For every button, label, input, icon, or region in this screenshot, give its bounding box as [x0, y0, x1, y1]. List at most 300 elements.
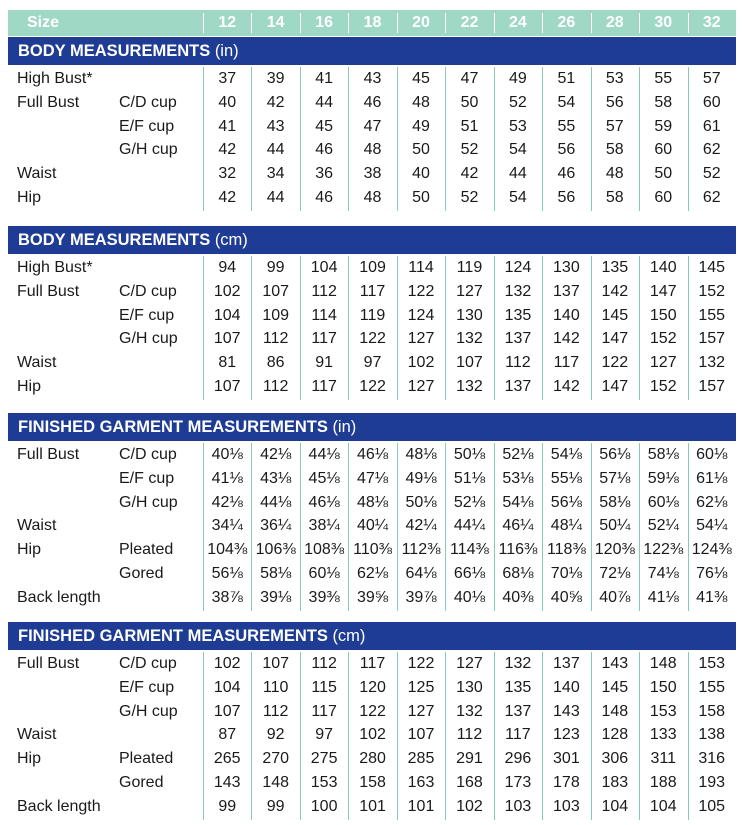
row-label: Full Bust	[17, 282, 80, 300]
measurement-cell: 34	[266, 165, 285, 183]
row-sublabel: G/H cup	[119, 702, 178, 720]
measurement-cell: 135	[504, 306, 532, 324]
measurement-cell: 70⅛	[550, 565, 582, 582]
size-header-divider	[639, 13, 640, 33]
measurement-cell: 275	[310, 750, 338, 768]
size-column-header: 30	[654, 14, 673, 31]
measurement-cell: 140	[649, 259, 677, 276]
measurement-cell: 158	[698, 702, 726, 720]
measurement-cell: 143	[553, 702, 580, 720]
measurement-cell: 291	[456, 750, 483, 768]
measurement-cell: 147	[601, 378, 629, 395]
row-label: Hip	[17, 750, 42, 768]
row-sublabel: E/F cup	[119, 678, 175, 696]
measurement-cell: 66⅛	[453, 565, 486, 582]
section-title	[18, 226, 248, 254]
measurement-cell: 99	[266, 259, 285, 276]
measurement-cell: 107	[407, 726, 435, 744]
measurement-cell: 112	[262, 378, 289, 395]
measurement-cell: 110⅜	[353, 541, 392, 559]
row-label: Full Bust	[17, 446, 80, 463]
measurement-cell: 50¼	[599, 517, 631, 535]
measurement-cell: 130	[456, 678, 483, 696]
measurement-cell: 40⅝	[550, 588, 582, 606]
row-label: Waist	[17, 517, 57, 535]
size-column-header: 22	[460, 14, 479, 31]
measurement-cell: 41	[218, 117, 237, 135]
row-label: Back length	[17, 797, 101, 815]
measurement-cell: 56	[557, 189, 576, 206]
measurement-cell: 41⅜	[696, 588, 728, 606]
row-label: Full Bust	[17, 93, 80, 111]
measurement-cell: 49	[509, 70, 527, 87]
measurement-cell: 48	[605, 165, 624, 183]
measurement-cell: 119	[456, 259, 483, 276]
section-title	[18, 37, 239, 65]
measurement-cell: 74⅛	[647, 565, 679, 582]
measurement-cell: 53	[509, 117, 527, 135]
measurement-cell: 285	[407, 750, 435, 768]
measurement-cell: 40⅛	[211, 446, 243, 463]
row-sublabel: C/D cup	[119, 93, 177, 111]
measurement-cell: 123	[553, 726, 580, 744]
measurement-cell: 40⅜	[502, 588, 534, 606]
measurement-cell: 102	[213, 282, 241, 300]
measurement-cell: 48⅛	[356, 493, 389, 511]
size-column-header: 26	[557, 14, 576, 31]
measurement-cell: 145	[601, 306, 629, 324]
measurement-cell: 157	[698, 378, 726, 395]
measurement-cell: 50⅛	[453, 446, 486, 463]
measurement-cell: 102	[213, 655, 241, 672]
measurement-cell: 60	[702, 93, 721, 111]
row-sublabel: C/D cup	[119, 446, 177, 463]
measurement-cell: 103	[553, 797, 580, 815]
measurement-cell: 158	[359, 774, 386, 791]
measurement-cell: 46	[363, 93, 382, 111]
size-header-divider	[348, 13, 349, 33]
measurement-cell: 87	[218, 726, 237, 744]
measurement-cell: 48	[363, 189, 382, 206]
measurement-cell: 148	[601, 702, 629, 720]
size-column-header: 14	[266, 14, 285, 31]
measurement-cell: 54⅛	[502, 493, 534, 511]
measurement-cell: 127	[407, 702, 435, 720]
measurement-cell: 42¼	[405, 517, 437, 535]
section-title	[18, 413, 356, 441]
measurement-cell: 100	[310, 797, 338, 815]
measurement-cell: 41⅛	[211, 469, 243, 487]
measurement-cell: 44	[266, 189, 285, 206]
measurement-cell: 148	[262, 774, 290, 791]
measurement-cell: 122	[407, 282, 435, 300]
measurement-cell: 101	[407, 797, 435, 815]
measurement-cell: 112	[311, 655, 337, 672]
measurement-cell: 137	[553, 282, 580, 300]
size-header-divider	[203, 13, 204, 33]
measurement-cell: 157	[698, 330, 726, 348]
measurement-cell: 145	[601, 678, 629, 696]
measurement-cell: 120⅜	[594, 541, 635, 559]
measurement-cell: 52¼	[647, 517, 679, 535]
measurement-cell: 122	[601, 354, 629, 372]
section-title-text: FINISHED GARMENT MEASUREMENTS	[18, 627, 328, 645]
row-sublabel: C/D cup	[119, 655, 177, 672]
measurement-cell: 46⅛	[356, 446, 389, 463]
measurement-cell: 105	[698, 797, 726, 815]
measurement-cell: 51	[460, 117, 479, 135]
measurement-cell: 57⅛	[599, 469, 631, 487]
measurement-cell: 168	[456, 774, 483, 791]
measurement-cell: 140	[553, 306, 580, 324]
row-sublabel: E/F cup	[119, 117, 175, 135]
row-label: Waist	[17, 726, 57, 744]
measurement-cell: 107	[456, 354, 483, 372]
measurement-cell: 143	[213, 774, 241, 791]
measurement-cell: 137	[553, 655, 580, 672]
measurement-cell: 55	[557, 117, 576, 135]
measurement-cell: 45	[315, 117, 334, 135]
measurement-cell: 142	[553, 330, 580, 348]
measurement-cell: 110	[262, 678, 289, 696]
row-sublabel: Pleated	[119, 750, 174, 768]
measurement-cell: 40⅞	[599, 588, 631, 606]
size-column-header: 28	[605, 14, 624, 31]
measurement-cell: 119	[359, 306, 386, 324]
measurement-cell: 54	[509, 189, 527, 206]
measurement-cell: 101	[359, 797, 386, 815]
measurement-cell: 117	[505, 726, 531, 744]
measurement-cell: 130	[553, 259, 580, 276]
section-unit: (in)	[332, 418, 357, 436]
measurement-cell: 147	[601, 330, 629, 348]
measurement-cell: 117	[359, 655, 386, 672]
measurement-cell: 44⅛	[308, 446, 340, 463]
row-label: Hip	[17, 541, 42, 559]
measurement-cell: 132	[456, 702, 483, 720]
measurement-cell: 62⅛	[696, 493, 728, 511]
measurement-cell: 46	[315, 141, 334, 159]
measurement-cell: 52	[702, 165, 721, 183]
measurement-cell: 47	[460, 70, 479, 87]
measurement-cell: 316	[698, 750, 726, 768]
measurement-cell: 114⅜	[450, 541, 489, 559]
measurement-cell: 40⅛	[453, 588, 486, 606]
measurement-cell: 36	[315, 165, 334, 183]
measurement-cell: 49	[412, 117, 430, 135]
measurement-cell: 102	[456, 797, 483, 815]
measurement-cell: 117	[311, 378, 337, 395]
row-label: Hip	[17, 378, 42, 395]
measurement-cell: 56⅛	[550, 493, 582, 511]
measurement-cell: 115	[311, 678, 337, 696]
measurement-cell: 150	[649, 306, 677, 324]
measurement-cell: 58⅛	[260, 565, 292, 582]
section-title-text: BODY MEASUREMENTS	[18, 231, 211, 249]
measurement-cell: 44	[266, 141, 285, 159]
measurement-cell: 107	[262, 282, 290, 300]
size-column-header: 24	[509, 14, 527, 31]
measurement-cell: 109	[359, 259, 386, 276]
measurement-cell: 54⅛	[550, 446, 582, 463]
section-header-bar	[8, 622, 736, 650]
measurement-cell: 54	[509, 141, 527, 159]
row-sublabel: Gored	[119, 565, 164, 582]
measurement-cell: 41⅛	[647, 588, 679, 606]
row-sublabel: Pleated	[119, 541, 174, 559]
measurement-cell: 127	[407, 330, 435, 348]
measurement-cell: 124	[407, 306, 435, 324]
measurement-cell: 55	[654, 70, 673, 87]
measurement-cell: 50⅛	[405, 493, 437, 511]
measurement-cell: 104	[601, 797, 629, 815]
measurement-cell: 56⅛	[599, 446, 631, 463]
measurement-cell: 112	[456, 726, 483, 744]
section-unit: (cm)	[214, 231, 248, 249]
measurement-cell: 127	[456, 655, 483, 672]
measurement-cell: 61⅛	[696, 469, 728, 487]
row-sublabel: G/H cup	[119, 141, 178, 159]
measurement-cell: 40	[218, 93, 237, 111]
measurement-cell: 128	[601, 726, 629, 744]
size-header-divider	[542, 13, 543, 33]
measurement-cell: 54¼	[696, 517, 728, 535]
measurement-cell: 114	[311, 306, 337, 324]
measurement-cell: 47	[363, 117, 382, 135]
measurement-cell: 58	[605, 141, 624, 159]
measurement-cell: 40¼	[356, 517, 389, 535]
row-label: Waist	[17, 354, 57, 372]
size-header-divider	[591, 13, 592, 33]
measurement-cell: 60⅛	[696, 446, 728, 463]
measurement-cell: 104	[310, 259, 338, 276]
row-sublabel: C/D cup	[119, 282, 177, 300]
measurement-cell: 137	[504, 702, 532, 720]
row-label: High Bust*	[17, 70, 93, 87]
measurement-cell: 76⅛	[696, 565, 728, 582]
measurement-cell: 38¼	[308, 517, 340, 535]
measurement-cell: 137	[504, 378, 532, 395]
row-sublabel: G/H cup	[119, 493, 178, 511]
measurement-cell: 153	[310, 774, 338, 791]
measurement-cell: 155	[698, 678, 726, 696]
measurement-cell: 104	[213, 678, 241, 696]
measurement-cell: 51⅛	[453, 469, 486, 487]
row-sublabel: G/H cup	[119, 330, 178, 348]
measurement-cell: 43	[363, 70, 382, 87]
size-column-header: 18	[363, 14, 382, 31]
measurement-cell: 116⅜	[498, 541, 538, 559]
row-sublabel: E/F cup	[119, 469, 175, 487]
measurement-cell: 112	[262, 702, 289, 720]
measurement-cell: 107	[213, 330, 241, 348]
measurement-cell: 43	[266, 117, 285, 135]
measurement-cell: 296	[504, 750, 532, 768]
measurement-cell: 112	[262, 330, 289, 348]
measurement-cell: 53	[605, 70, 624, 87]
measurement-cell: 306	[601, 750, 629, 768]
measurement-cell: 114	[408, 259, 434, 276]
size-column-header: 16	[315, 14, 334, 31]
size-header-label: Size	[27, 14, 60, 31]
section-unit: (cm)	[332, 627, 366, 645]
measurement-cell: 148	[649, 655, 677, 672]
measurement-cell: 142	[601, 282, 629, 300]
measurement-cell: 108⅜	[304, 541, 345, 559]
measurement-cell: 81	[218, 354, 237, 372]
measurement-cell: 49⅛	[405, 469, 437, 487]
measurement-cell: 42⅛	[260, 446, 292, 463]
measurement-cell: 132	[504, 282, 532, 300]
row-label: Full Bust	[17, 655, 80, 672]
measurement-cell: 127	[456, 282, 483, 300]
measurement-cell: 39⅝	[356, 588, 389, 606]
size-header-bar	[8, 10, 736, 36]
measurement-cell: 41	[315, 70, 334, 87]
measurement-cell: 86	[266, 354, 285, 372]
measurement-cell: 39	[266, 70, 285, 87]
measurement-cell: 56	[605, 93, 624, 111]
row-label: Waist	[17, 165, 57, 183]
measurement-cell: 62	[702, 189, 721, 206]
measurement-cell: 58⅛	[647, 446, 679, 463]
measurement-cell: 38⅞	[211, 588, 243, 606]
measurement-cell: 48	[363, 141, 382, 159]
measurement-cell: 137	[504, 330, 532, 348]
measurement-cell: 150	[649, 678, 677, 696]
measurement-cell: 117	[311, 330, 337, 348]
measurement-cell: 42	[218, 189, 237, 206]
measurement-cell: 112	[311, 282, 337, 300]
measurement-cell: 62⅛	[356, 565, 389, 582]
measurement-cell: 39⅛	[260, 588, 292, 606]
measurement-cell: 280	[359, 750, 386, 768]
measurement-cell: 58	[654, 93, 673, 111]
measurement-cell: 62	[702, 141, 721, 159]
measurement-cell: 107	[213, 702, 241, 720]
measurement-cell: 57	[702, 70, 721, 87]
measurement-cell: 152	[649, 378, 677, 395]
section-header-bar	[8, 37, 736, 65]
measurement-cell: 117	[553, 354, 580, 372]
measurement-cell: 52	[460, 141, 479, 159]
measurement-cell: 46	[557, 165, 576, 183]
measurement-cell: 311	[650, 750, 677, 768]
measurement-cell: 39⅜	[308, 588, 340, 606]
measurement-cell: 54	[557, 93, 576, 111]
measurement-cell: 103	[504, 797, 532, 815]
measurement-cell: 40	[412, 165, 430, 183]
size-header-divider	[445, 13, 446, 33]
measurement-cell: 122	[359, 702, 386, 720]
measurement-cell: 152	[698, 282, 726, 300]
measurement-cell: 46⅛	[308, 493, 340, 511]
section-title-text: FINISHED GARMENT MEASUREMENTS	[18, 418, 328, 436]
measurement-cell: 147	[649, 282, 677, 300]
measurement-cell: 132	[504, 655, 532, 672]
measurement-cell: 99	[218, 797, 237, 815]
measurement-cell: 37	[218, 70, 237, 87]
size-column-header: 12	[218, 14, 237, 31]
row-sublabel: E/F cup	[119, 306, 175, 324]
measurement-cell: 58⅛	[599, 493, 631, 511]
measurement-cell: 92	[266, 726, 285, 744]
size-column-header: 32	[702, 14, 721, 31]
measurement-cell: 55⅛	[550, 469, 582, 487]
measurement-cell: 61	[702, 117, 721, 135]
measurement-cell: 50	[460, 93, 479, 111]
measurement-cell: 52⅛	[453, 493, 486, 511]
measurement-cell: 44¼	[453, 517, 486, 535]
measurement-cell: 155	[698, 306, 726, 324]
measurement-cell: 140	[553, 678, 580, 696]
size-column-header: 20	[412, 14, 430, 31]
measurement-cell: 50	[412, 141, 430, 159]
row-label: Back length	[17, 588, 101, 606]
measurement-cell: 104	[213, 306, 241, 324]
measurement-cell: 44	[315, 93, 334, 111]
measurement-cell: 130	[456, 306, 483, 324]
measurement-cell: 125	[407, 678, 435, 696]
measurement-cell: 178	[553, 774, 580, 791]
measurement-cell: 60⅛	[308, 565, 340, 582]
measurement-cell: 122	[359, 378, 386, 395]
measurement-cell: 132	[456, 378, 483, 395]
measurement-cell: 112	[505, 354, 531, 372]
measurement-cell: 104⅜	[207, 541, 248, 559]
measurement-cell: 58	[605, 189, 624, 206]
measurement-cell: 46	[315, 189, 334, 206]
size-header-divider	[251, 13, 252, 33]
measurement-cell: 48	[412, 93, 430, 111]
measurement-cell: 57	[605, 117, 624, 135]
measurement-cell: 60	[654, 189, 673, 206]
row-label: High Bust*	[17, 259, 93, 276]
measurement-cell: 124	[504, 259, 532, 276]
measurement-cell: 143	[601, 655, 629, 672]
row-sublabel: Gored	[119, 774, 164, 791]
measurement-cell: 39⅞	[405, 588, 437, 606]
measurement-cell: 152	[649, 330, 677, 348]
measurement-cell: 133	[649, 726, 677, 744]
measurement-cell: 32	[218, 165, 237, 183]
measurement-cell: 132	[698, 354, 726, 372]
measurement-cell: 109	[262, 306, 290, 324]
size-header-divider	[688, 13, 689, 33]
row-label: Hip	[17, 189, 42, 206]
measurement-cell: 97	[315, 726, 334, 744]
measurement-cell: 270	[262, 750, 290, 768]
measurement-cell: 117	[311, 702, 337, 720]
measurement-cell: 173	[504, 774, 532, 791]
measurement-cell: 34¼	[211, 517, 243, 535]
measurement-cell: 94	[218, 259, 237, 276]
measurement-cell: 301	[553, 750, 580, 768]
measurement-cell: 52	[509, 93, 527, 111]
measurement-cell: 138	[698, 726, 726, 744]
measurement-cell: 38	[363, 165, 382, 183]
measurement-cell: 36¼	[260, 517, 292, 535]
section-title-text: BODY MEASUREMENTS	[18, 42, 211, 60]
measurement-cell: 56⅛	[211, 565, 243, 582]
measurement-cell: 102	[407, 354, 435, 372]
measurement-cell: 104	[649, 797, 677, 815]
measurement-cell: 60	[654, 141, 673, 159]
measurement-cell: 145	[698, 259, 726, 276]
measurement-cell: 163	[407, 774, 435, 791]
measurement-cell: 91	[315, 354, 334, 372]
measurement-cell: 46¼	[502, 517, 534, 535]
